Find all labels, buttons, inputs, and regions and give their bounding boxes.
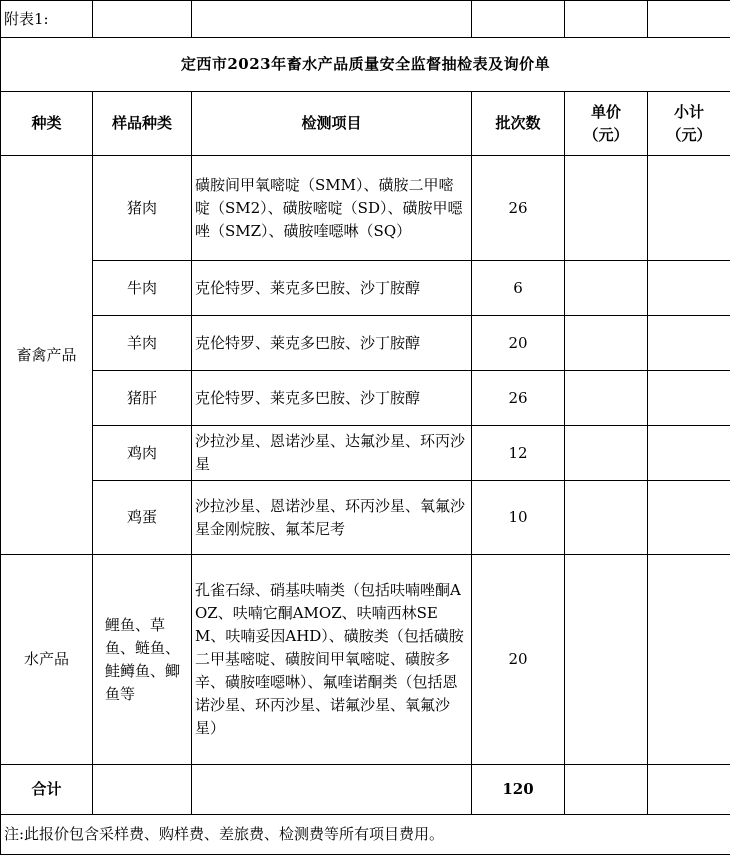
batches-cell: 20 [472,555,565,765]
items-cell: 孔雀石绿、硝基呋喃类（包括呋喃唑酮AOZ、呋喃它酮AMOZ、呋喃西林SEM、呋喃妥因AHD）、磺胺类（包括磺胺二甲基嘧啶、磺胺间甲氧嘧啶、磺胺多辛、磺胺喹噁啉）、氟喹诺酮类（包括恩诺沙星、环丙沙星、诺氟沙星、氧氟沙星） [192,555,472,765]
unit-price-cell [565,426,648,481]
unit-price-cell [565,316,648,371]
batches-cell: 20 [472,316,565,371]
table-row [1,316,730,371]
sample-cell: 鸡肉 [93,426,192,481]
table-row [1,261,730,316]
batches-cell: 12 [472,426,565,481]
total-row [1,765,730,815]
batches-cell: 26 [472,371,565,426]
title-row [1,38,730,92]
sample-cell: 牛肉 [93,261,192,316]
subtotal-cell [648,481,730,555]
total-items-cell [192,765,472,815]
unit-price-cell [565,555,648,765]
header-subtotal-line1: 小计 [673,102,704,121]
subtotal-cell [648,426,730,481]
page-title: 定西市2023年畜水产品质量安全监督抽检表及询价单 [1,38,730,92]
price-note: 注:此报价包含采样费、购样费、差旅费、检测费等所有项目费用。 [1,815,730,855]
header-batches: 批次数 [472,92,565,156]
subtotal-cell [648,555,730,765]
unit-price-cell [565,371,648,426]
unit-price-cell [565,481,648,555]
header-subtotal-line2: （元） [666,125,712,144]
sample-cell: 鲤鱼、草鱼、鲢鱼、鲑鳟鱼、鲫鱼等 [93,555,192,765]
subtotal-cell [648,261,730,316]
note-row [1,815,730,855]
category-cell: 畜禽产品 [1,156,93,555]
table-row [1,426,730,481]
sample-cell: 羊肉 [93,316,192,371]
unit-price-cell [565,261,648,316]
attachment-label: 附表1: [1,1,93,38]
total-batches: 120 [472,765,565,815]
batches-cell: 26 [472,156,565,261]
items-cell: 沙拉沙星、恩诺沙星、达氟沙星、环丙沙星 [192,426,472,481]
subtotal-cell [648,316,730,371]
attachment-row [1,1,730,38]
table-row [1,481,730,555]
total-unit-price-cell [565,765,648,815]
sample-cell: 猪肝 [93,371,192,426]
table-row [1,555,730,765]
header-row [1,92,730,156]
header-test-items: 检测项目 [192,92,472,156]
header-sample-type: 样品种类 [93,92,192,156]
header-unit-price [565,92,648,156]
header-unit-price-line2: （元） [583,125,629,144]
table-row [1,371,730,426]
unit-price-cell [565,156,648,261]
items-cell: 克伦特罗、莱克多巴胺、沙丁胺醇 [192,261,472,316]
subtotal-cell [648,156,730,261]
batches-cell: 10 [472,481,565,555]
header-subtotal [648,92,730,156]
subtotal-cell [648,371,730,426]
table-row [1,156,730,261]
sample-cell: 猪肉 [93,156,192,261]
items-cell: 克伦特罗、莱克多巴胺、沙丁胺醇 [192,316,472,371]
total-sample-cell [93,765,192,815]
batches-cell: 6 [472,261,565,316]
items-cell: 磺胺间甲氧嘧啶（SMM）、磺胺二甲嘧啶（SM2）、磺胺嘧啶（SD）、磺胺甲噁唑（SMZ）、磺胺喹噁啉（SQ） [192,156,472,261]
items-cell: 沙拉沙星、恩诺沙星、环丙沙星、氧氟沙星金刚烷胺、氟苯尼考 [192,481,472,555]
header-unit-price-line1: 单价 [590,102,621,121]
header-category: 种类 [1,92,93,156]
category-cell: 水产品 [1,555,93,765]
total-label: 合计 [1,765,93,815]
sample-cell: 鸡蛋 [93,481,192,555]
items-cell: 克伦特罗、莱克多巴胺、沙丁胺醇 [192,371,472,426]
total-subtotal-cell [648,765,730,815]
